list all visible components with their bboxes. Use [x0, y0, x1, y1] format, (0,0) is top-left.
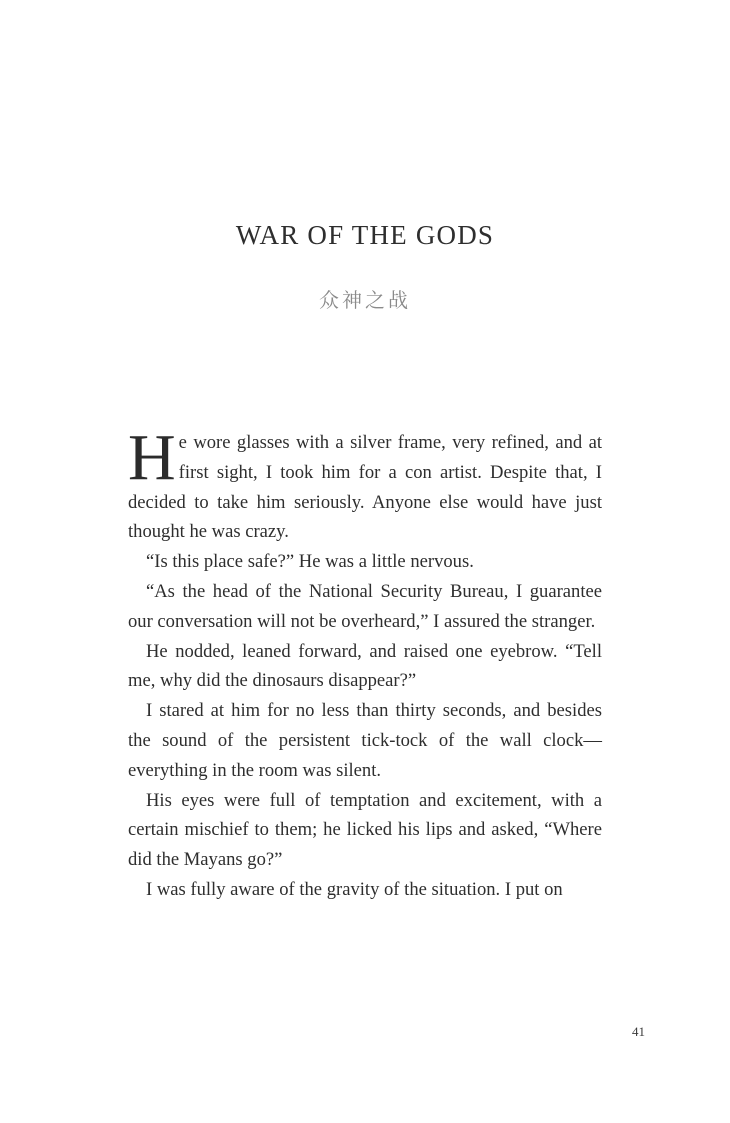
page-number: 41 [632, 1024, 645, 1039]
paragraph-6: His eyes were full of temptation and excitement, with a certain mischief to them; he licked his lips and asked, “Where did the Mayans go?” [128, 789, 602, 871]
paragraph-1-text: e wore glasses with a silver frame, very refined, and at first sight, I took him for a con artist. Despite that, I decided to take him seriously. Anyone else would have just thought he was crazy. [128, 432, 602, 543]
paragraph-1 [128, 421, 602, 547]
paragraph-3: “As the head of the National Security Bureau, I guarantee our conversation will not be overheard,” I assured the stranger. [128, 580, 602, 632]
chapter-title: WAR OF THE GODS [235, 220, 495, 250]
body-text [128, 421, 602, 905]
paragraph-4: He nodded, leaned forward, and raised one eyebrow. “Tell me, why did the dinosaurs disappear?” [128, 640, 602, 692]
paragraph-5: I stared at him for no less than thirty seconds, and besides the sound of the persistent tick-tock of the wall clock—everything in the room was silent. [128, 700, 602, 781]
chapter-subtitle: 众神之战 [319, 288, 411, 312]
drop-cap: H [128, 421, 176, 494]
paragraph-2: “Is this place safe?” He was a little nervous. [146, 551, 474, 573]
paragraph-7: I was fully aware of the gravity of the situation. I put on [146, 878, 563, 900]
